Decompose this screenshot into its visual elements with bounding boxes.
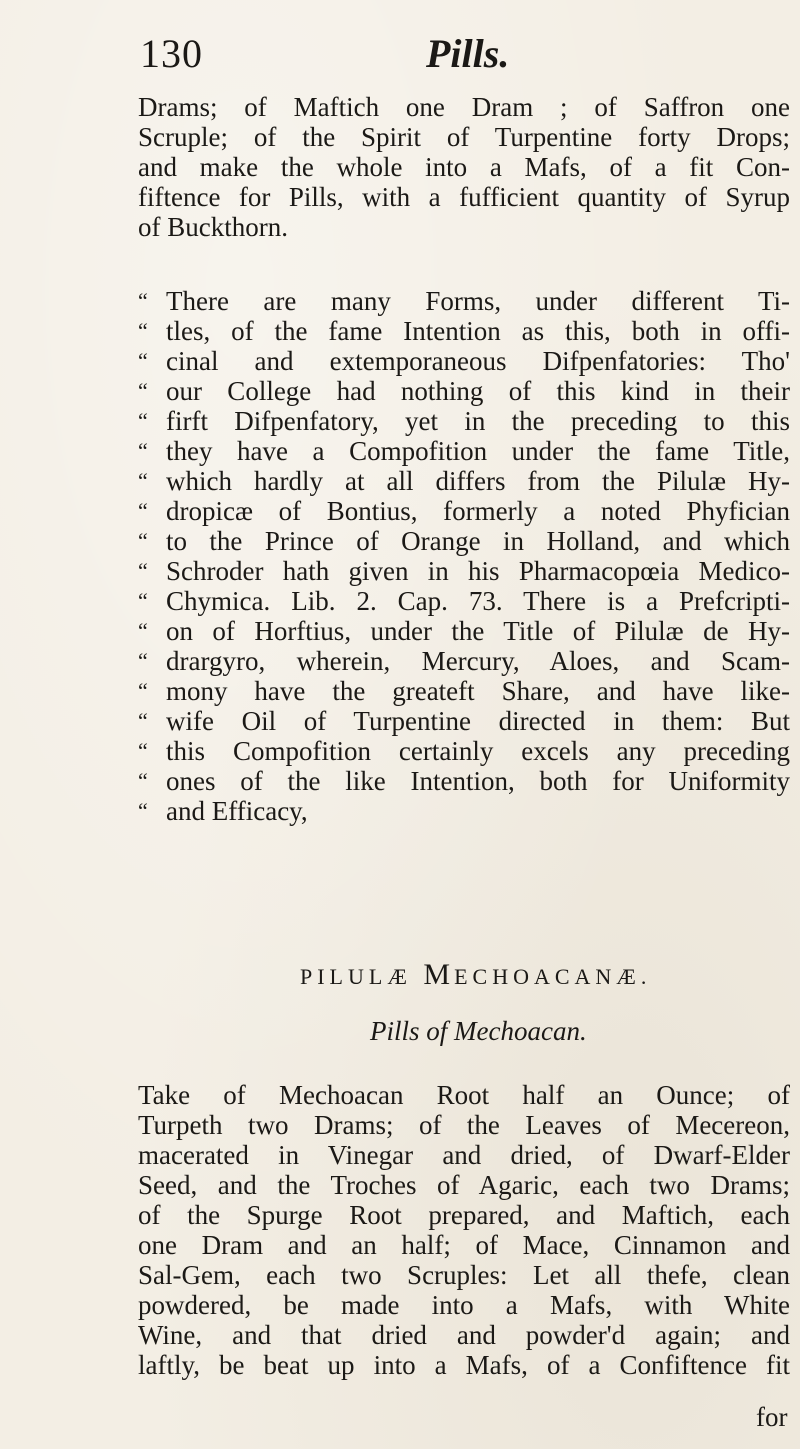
text-line: Scruple; of the Spirit of Turpentine forty Drops; — [138, 122, 790, 152]
quote-line: “ to the Prince of Orange in Holland, and which — [138, 526, 790, 556]
quote-mark: “ — [138, 348, 148, 373]
quote-line: “ Chymica. Lib. 2. Cap. 73. There is a Prefcripti- — [138, 586, 790, 616]
quote-line: “ tles, of the fame Intention as this, both in offi- — [138, 316, 790, 346]
quote-mark: “ — [138, 678, 148, 703]
quote-line: “ which hardly at all differs from the Pilulæ Hy- — [138, 466, 790, 496]
quote-line: “ Schroder hath given in his Pharmacopœia Medico- — [138, 556, 790, 586]
quote-mark: “ — [138, 528, 148, 553]
quote-line: “ mony have the greateft Share, and have like- — [138, 676, 790, 706]
text-line: of Buckthorn. — [138, 212, 288, 242]
quote-mark: “ — [138, 588, 148, 613]
text-line: Sal-Gem, each two Scruples: Let all thefe, clean — [138, 1260, 790, 1290]
text-line: Take of Mechoacan Root half an Ounce; of — [138, 1080, 790, 1110]
text-line: Seed, and the Troches of Agaric, each two Drams; — [138, 1170, 790, 1200]
quote-line: “ they have a Compofition under the fame Title, — [138, 436, 790, 466]
page-header — [140, 30, 700, 80]
text-line: Wine, and that dried and powder'd again; and — [138, 1320, 790, 1350]
recipe-subheading: Pills of Mechoacan. — [370, 1016, 587, 1046]
quote-mark: “ — [138, 798, 148, 823]
text-line: powdered, be made into a Mafs, with White — [138, 1290, 790, 1320]
quote-mark: “ — [138, 408, 148, 433]
quote-mark: “ — [138, 288, 148, 313]
quoted-commentary — [138, 286, 790, 826]
quote-line: “ wife Oil of Turpentine directed in them: But — [138, 706, 790, 736]
quote-mark: “ — [138, 378, 148, 403]
recipe-paragraph — [138, 1080, 790, 1380]
quote-mark: “ — [138, 498, 148, 523]
quote-line: “ ones of the like Intention, both for Uniformity — [138, 766, 790, 796]
quote-mark: “ — [138, 768, 148, 793]
text-line: Drams; of Maftich one Dram ; of Saffron one — [138, 92, 790, 122]
text-line: Turpeth two Drams; of the Leaves of Mecereon, — [138, 1110, 790, 1140]
quote-line: “ this Compofition certainly excels any preceding — [138, 736, 790, 766]
quote-line: “ drargyro, wherein, Mercury, Aloes, and Scam- — [138, 646, 790, 676]
quote-mark: “ — [138, 468, 148, 493]
text-line: fiftence for Pills, with a fufficient quantity of Syrup — [138, 182, 790, 212]
text-line: macerated in Vinegar and dried, of Dwarf-Elder — [138, 1140, 790, 1170]
page-number: 130 — [140, 31, 203, 76]
quote-mark: “ — [138, 618, 148, 643]
quote-line: “ firft Difpenfatory, yet in the preceding to this — [138, 406, 790, 436]
text-line: one Dram and an half; of Mace, Cinnamon and — [138, 1230, 790, 1260]
quote-line: “ and Efficacy, — [138, 796, 308, 826]
quote-line: “ on of Horftius, under the Title of Pilulæ de Hy- — [138, 616, 790, 646]
quote-mark: “ — [138, 708, 148, 733]
quote-mark: “ — [138, 648, 148, 673]
quote-line: “ our College had nothing of this kind in their — [138, 376, 790, 406]
text-line: and make the whole into a Mafs, of a fit Con- — [138, 152, 790, 182]
quote-mark: “ — [138, 738, 148, 763]
text-line: of the Spurge Root prepared, and Maftich, each — [138, 1200, 790, 1230]
quote-mark: “ — [138, 438, 148, 463]
recipe-heading: PILULÆ MECHOACANÆ. — [300, 958, 652, 991]
catchword: for — [756, 1402, 788, 1432]
quote-mark: “ — [138, 318, 148, 343]
paragraph-continued — [138, 92, 790, 242]
running-head: Pills. — [426, 31, 510, 76]
text-line: laftly, be beat up into a Mafs, of a Confiftence fit — [138, 1350, 790, 1380]
quote-line: “ cinal and extemporaneous Difpenfatories: Tho' — [138, 346, 790, 376]
quote-mark: “ — [138, 558, 148, 583]
quote-line: “ There are many Forms, under different Ti- — [138, 286, 790, 316]
quote-line: “ dropicæ of Bontius, formerly a noted Phyfician — [138, 496, 790, 526]
